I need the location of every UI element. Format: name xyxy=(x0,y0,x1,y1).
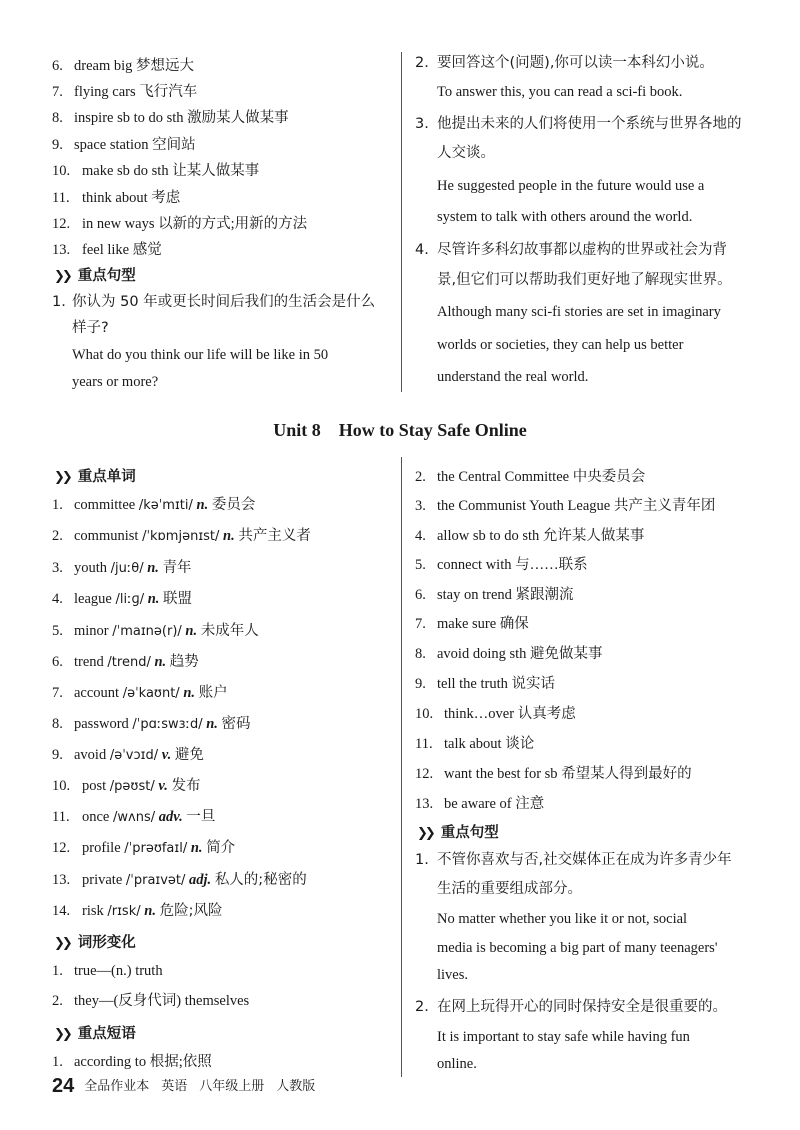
sentence-zh: 1. 不管你喜欢与否,社交媒体正在成为许多青少年 xyxy=(415,852,732,868)
phonetic: /ˈprəʊfaɪl/ xyxy=(124,841,188,856)
chevron-right-icon: ❯❯ xyxy=(54,1027,70,1042)
column-divider-bottom xyxy=(401,457,402,1077)
meaning: 私人的;秘密的 xyxy=(214,872,307,888)
grade: 八年级上册 xyxy=(199,1079,265,1094)
phrase-item: 12. in new ways 以新的方式;用新的方法 xyxy=(52,216,308,232)
phrase-item: 6. dream big 梦想远大 xyxy=(52,58,195,74)
phonetic: /juːθ/ xyxy=(110,561,144,576)
meaning: 危险;风险 xyxy=(159,903,223,919)
word-item: 9. avoid /əˈvɔɪd/ v. 避免 xyxy=(52,747,204,763)
part-of-speech: n. xyxy=(206,716,218,732)
meaning: 青年 xyxy=(162,560,192,576)
word: password xyxy=(74,716,129,732)
phrase-item: 12. want the best for sb 希望某人得到最好的 xyxy=(415,766,692,782)
sentence-zh: 4. 尽管许多科幻故事都以虚构的世界或社会为背 xyxy=(415,242,727,258)
sentence-en: media is becoming a big part of many teenagers' xyxy=(437,940,718,956)
word: youth xyxy=(74,560,108,576)
sentence-zh: 2. 要回答这个(问题),你可以读一本科幻小说。 xyxy=(415,55,714,71)
sentence-en: worlds or societies, they can help us better xyxy=(437,337,684,353)
phrase-item: 10. think…over 认真考虑 xyxy=(415,706,576,722)
part-of-speech: n. xyxy=(196,497,209,513)
sentence-zh: 生活的重要组成部分。 xyxy=(437,881,582,897)
word-item: 3. youth /juːθ/ n. 青年 xyxy=(52,560,192,576)
phrase-item: 8. inspire sb to do sth 激励某人做某事 xyxy=(52,110,289,126)
phonetic: /liːɡ/ xyxy=(115,592,145,607)
word-item: 2. communist /ˈkɒmjənɪst/ n. 共产主义者 xyxy=(52,528,311,544)
word: communist xyxy=(74,528,139,544)
sentence-en: system to talk with others around the world. xyxy=(437,209,693,225)
part-of-speech: n. xyxy=(183,685,196,701)
page-footer xyxy=(52,1075,315,1098)
sentence-en: understand the real world. xyxy=(437,369,589,385)
phonetic: /wʌns/ xyxy=(113,810,156,825)
unit-title: Unit 8 How to Stay Safe Online xyxy=(273,420,527,440)
meaning: 趋势 xyxy=(169,654,199,670)
word: profile xyxy=(82,840,121,856)
subject: 英语 xyxy=(161,1079,188,1094)
sentence-zh: 3. 他提出未来的人们将使用一个系统与世界各地的 xyxy=(415,116,742,132)
word: committee xyxy=(74,497,136,513)
section-heading-forms: ❯❯ 词形变化 xyxy=(54,935,136,951)
sentence-en: years or more? xyxy=(72,374,159,390)
word: post xyxy=(82,778,107,794)
sentence-en: Although many sci-fi stories are set in imaginary xyxy=(437,304,721,320)
part-of-speech: n. xyxy=(190,840,203,856)
word: league xyxy=(74,591,112,607)
meaning: 发布 xyxy=(171,778,201,794)
phrase-item: 1. according to 根据;依照 xyxy=(52,1054,212,1070)
meaning: 账户 xyxy=(198,685,228,701)
meaning: 委员会 xyxy=(211,497,256,513)
part-of-speech: adv. xyxy=(158,809,183,825)
chevron-right-icon: ❯❯ xyxy=(417,826,433,841)
phonetic: /ˈkɒmjənɪst/ xyxy=(142,529,220,544)
meaning: 联盟 xyxy=(163,591,193,607)
word: avoid xyxy=(74,747,107,763)
part-of-speech: adj. xyxy=(189,872,212,888)
part-of-speech: n. xyxy=(223,528,235,544)
phrase-item: 11. think about 考虑 xyxy=(52,190,181,206)
phonetic: /pəʊst/ xyxy=(109,779,155,794)
word-item: 1. committee /kəˈmɪti/ n. 委员会 xyxy=(52,497,256,513)
phonetic: /kəˈmɪti/ xyxy=(138,498,193,513)
word-item: 14. risk /rɪsk/ n. 危险;风险 xyxy=(52,903,223,919)
part-of-speech: n. xyxy=(147,591,160,607)
sentence-en: lives. xyxy=(437,967,469,983)
page-number: 24 xyxy=(52,1075,75,1097)
sentence-zh: 2. 在网上玩得开心的同时保持安全是很重要的。 xyxy=(415,999,727,1015)
word: trend xyxy=(74,654,104,670)
phrase-item: 13. be aware of 注意 xyxy=(415,796,545,812)
part-of-speech: n. xyxy=(154,654,167,670)
word-item: 11. once /wʌns/ adv. 一旦 xyxy=(52,809,216,825)
sentence-zh: 1. 你认为 50 年或更长时间后我们的生活会是什么 xyxy=(52,294,376,310)
word: account xyxy=(74,685,120,701)
word: private xyxy=(82,872,123,888)
sentence-en: He suggested people in the future would use a xyxy=(437,178,705,194)
phonetic: /rɪsk/ xyxy=(107,904,141,919)
sentence-en: online. xyxy=(437,1056,477,1072)
section-heading-words: ❯❯ 重点单词 xyxy=(54,469,136,485)
part-of-speech: n. xyxy=(144,903,156,919)
meaning: 密码 xyxy=(221,716,251,732)
section-heading-phrases: ❯❯ 重点短语 xyxy=(54,1026,136,1042)
meaning: 简介 xyxy=(206,840,236,856)
word: risk xyxy=(82,903,104,919)
word: once xyxy=(82,809,110,825)
phonetic: /əˈkaʊnt/ xyxy=(122,686,180,701)
phonetic: /əˈvɔɪd/ xyxy=(109,748,159,763)
word-item: 5. minor /ˈmaɪnə(r)/ n. 未成年人 xyxy=(52,623,259,639)
phrase-item: 7. flying cars 飞行汽车 xyxy=(52,84,198,100)
book-name: 全品作业本 xyxy=(84,1079,150,1094)
phrase-item: 8. avoid doing sth 避免做某事 xyxy=(415,646,603,662)
phonetic: /trend/ xyxy=(107,655,151,670)
form-item: 2. they—(反身代词) themselves xyxy=(52,993,250,1009)
sentence-en: What do you think our life will be like in 50 xyxy=(72,347,329,363)
phonetic: /ˈpɑːswɜːd/ xyxy=(132,717,203,732)
phrase-item: 7. make sure 确保 xyxy=(415,616,529,632)
word-item: 6. trend /trend/ n. 趋势 xyxy=(52,654,199,670)
sentence-en: It is important to stay safe while having fun xyxy=(437,1029,690,1045)
meaning: 共产主义者 xyxy=(238,528,311,544)
chevron-right-icon: ❯❯ xyxy=(54,269,70,284)
phrase-item: 4. allow sb to do sth 允许某人做某事 xyxy=(415,528,645,544)
form-item: 1. true—(n.) truth xyxy=(52,963,163,979)
part-of-speech: v. xyxy=(161,747,172,763)
sentence-zh: 人交谈。 xyxy=(437,145,495,161)
sentence-zh: 景,但它们可以帮助我们更好地了解现实世界。 xyxy=(437,272,732,288)
column-divider-top xyxy=(401,52,402,392)
meaning: 一旦 xyxy=(186,809,216,825)
phrase-item: 9. space station 空间站 xyxy=(52,137,196,153)
phrase-item: 3. the Communist Youth League 共产主义青年团 xyxy=(415,498,716,514)
phonetic: /ˈpraɪvət/ xyxy=(125,873,186,888)
chevron-right-icon: ❯❯ xyxy=(54,470,70,485)
word: minor xyxy=(74,623,109,639)
chevron-right-icon: ❯❯ xyxy=(54,936,70,951)
meaning: 避免 xyxy=(174,747,204,763)
word-item: 13. private /ˈpraɪvət/ adj. 私人的;秘密的 xyxy=(52,872,307,888)
word-item: 8. password /ˈpɑːswɜːd/ n. 密码 xyxy=(52,716,251,732)
word-item: 7. account /əˈkaʊnt/ n. 账户 xyxy=(52,685,228,701)
phrase-item: 5. connect with 与……联系 xyxy=(415,557,588,573)
edition: 人教版 xyxy=(276,1079,316,1094)
phrase-item: 13. feel like 感觉 xyxy=(52,242,162,258)
sentence-zh: 样子? xyxy=(72,320,109,336)
word-item: 12. profile /ˈprəʊfaɪl/ n. 简介 xyxy=(52,840,236,856)
word-item: 4. league /liːɡ/ n. 联盟 xyxy=(52,591,193,607)
sentence-en: To answer this, you can read a sci-fi book. xyxy=(437,84,683,100)
section-heading-sentences: ❯❯ 重点句型 xyxy=(54,268,136,284)
part-of-speech: v. xyxy=(158,778,168,794)
phrase-item: 6. stay on trend 紧跟潮流 xyxy=(415,587,574,603)
part-of-speech: n. xyxy=(185,623,198,639)
word-item: 10. post /pəʊst/ v. 发布 xyxy=(52,778,201,794)
part-of-speech: n. xyxy=(147,560,159,576)
phrase-item: 9. tell the truth 说实话 xyxy=(415,676,555,692)
section-heading-sentences: ❯❯ 重点句型 xyxy=(417,825,499,841)
sentence-en: No matter whether you like it or not, social xyxy=(437,911,688,927)
phrase-item: 11. talk about 谈论 xyxy=(415,736,535,752)
phrase-item: 2. the Central Committee 中央委员会 xyxy=(415,469,646,485)
phrase-item: 10. make sb do sth 让某人做某事 xyxy=(52,163,260,179)
phonetic: /ˈmaɪnə(r)/ xyxy=(112,624,182,639)
meaning: 未成年人 xyxy=(200,623,259,639)
